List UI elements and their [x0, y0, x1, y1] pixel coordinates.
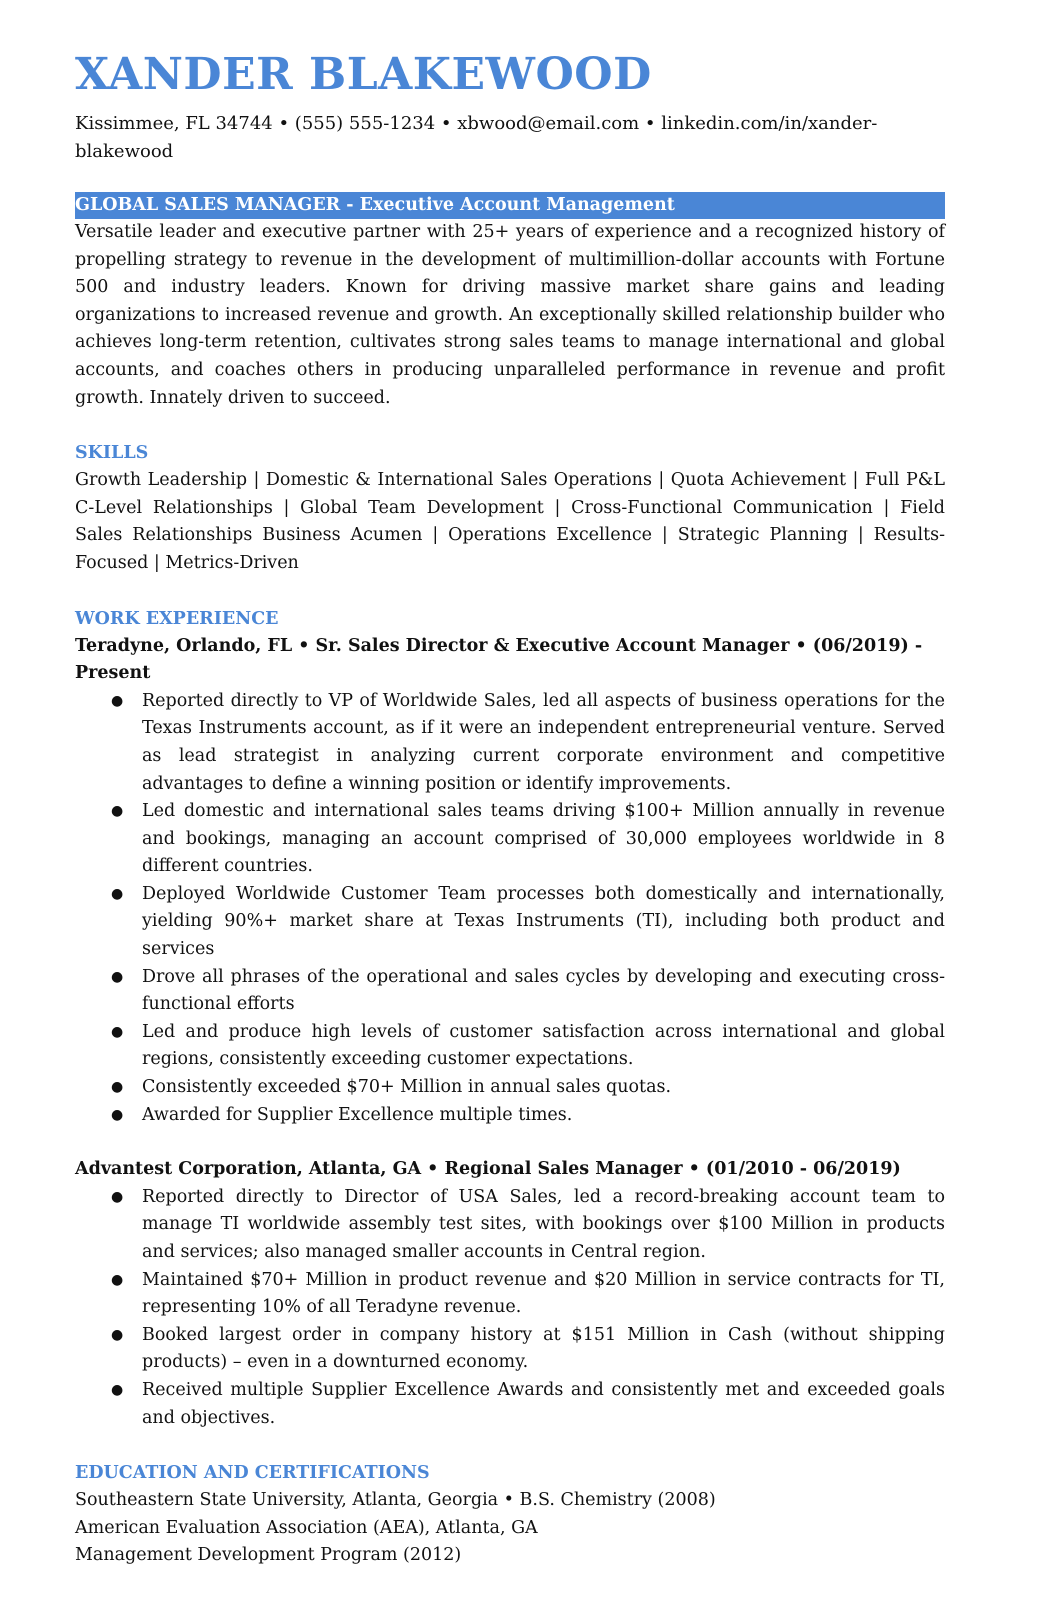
job-bullet-list — [75, 1184, 945, 1432]
list-item — [75, 1019, 945, 1074]
list-item — [75, 1184, 945, 1267]
job-entry — [75, 633, 945, 1130]
summary-banner: GLOBAL SALES MANAGER - Executive Account Management — [75, 192, 945, 219]
bullet-text: Consistently exceeded $70+ Million in annual sales quotas. — [142, 1077, 672, 1098]
list-item — [75, 1377, 945, 1432]
bullet-icon: ● — [111, 692, 124, 709]
list-item — [75, 1074, 945, 1102]
education-line: American Evaluation Association (AEA), Atlanta, GA — [75, 1517, 538, 1538]
bullet-text: Reported directly to Director of USA Sales, led a record-breaking account team to manage TI worldwide assembly test sites, with bookings over $100 Million in products and services; also managed smaller accounts in Central region. — [142, 1186, 945, 1262]
bullet-text: Led domestic and international sales teams driving $100+ Million annually in revenue and bookings, managing an account comprised of 30,000 employees worldwide in 8 different countries. — [142, 801, 945, 877]
list-item — [75, 688, 945, 798]
education-heading: EDUCATION AND CERTIFICATIONS — [75, 1463, 430, 1484]
job-bullet-list — [75, 688, 945, 1130]
bullet-text: Received multiple Supplier Excellence Awards and consistently met and exceeded goals and objectives. — [142, 1379, 945, 1428]
candidate-name: XANDER BLAKEWOOD — [75, 49, 652, 100]
bullet-text: Drove all phrases of the operational and sales cycles by developing and executing cross-functional efforts — [142, 966, 945, 1015]
job-heading: Teradyne, Orlando, FL • Sr. Sales Director & Executive Account Manager • (06/2019) - Present — [75, 635, 923, 684]
list-item — [75, 1267, 945, 1322]
contact-line: Kissimmee, FL 34744 • (555) 555-1234 • xbwood@email.com • linkedin.com/in/xander-blakewood — [75, 113, 878, 162]
bullet-icon: ● — [111, 1106, 124, 1123]
education-line: Southeastern State University, Atlanta, Georgia • B.S. Chemistry (2008) — [75, 1490, 716, 1511]
list-item — [75, 798, 945, 881]
bullet-icon: ● — [111, 1079, 124, 1096]
bullet-text: Awarded for Supplier Excellence multiple times. — [142, 1104, 573, 1125]
job-entry — [75, 1156, 945, 1432]
resume-page — [75, 40, 945, 1570]
bullet-text: Reported directly to VP of Worldwide Sales, led all aspects of business operations for the Texas Instruments account, as if it were an independent entrepreneurial venture. Served as lead strategist in analyzing current corporate environment and competitive advantages to define a winning position or identify improvements. — [142, 690, 945, 794]
bullet-text: Booked largest order in company history at $151 Million in Cash (without shipping products) – even in a downturned economy. — [142, 1324, 945, 1373]
list-item — [75, 1102, 945, 1130]
skills-heading: SKILLS — [75, 443, 149, 464]
job-heading: Advantest Corporation, Atlanta, GA • Regional Sales Manager • (01/2010 - 06/2019) — [75, 1159, 901, 1180]
bullet-icon: ● — [111, 1381, 124, 1398]
bullet-icon: ● — [111, 1326, 124, 1343]
summary-text: Versatile leader and executive partner with 25+ years of experience and a recognized history of propelling strategy to revenue in the development of multimillion-dollar accounts with Fortune 500 and industry leaders. Known for driving massive market share gains and leading organizations to increased revenue and growth. An exceptionally skilled relationship builder who achieves long-term retention, cultivates strong sales teams to manage international and global accounts, and coaches others in producing unparalleled performance in revenue and profit growth. Innately driven to succeed. — [75, 222, 945, 408]
bullet-text: Deployed Worldwide Customer Team processes both domestically and internationally, yielding 90%+ market share at Texas Instruments (TI), including both product and services — [142, 883, 945, 960]
skills-text: Growth Leadership | Domestic & International Sales Operations | Quota Achievement | Full P&L C-Level Relationships | Global Team Development | Cross-Functional Communication | Field Sales Relationships Business Acumen | Operations Excellence | Strategic Planning | Results-Focused | Metrics-Driven — [75, 470, 945, 573]
bullet-icon: ● — [111, 885, 124, 902]
bullet-text: Led and produce high levels of customer satisfaction across international and global regions, consistently exceeding customer expectations. — [142, 1021, 945, 1070]
section-spacer — [75, 1129, 945, 1156]
bullet-icon: ● — [111, 968, 124, 985]
bullet-icon: ● — [111, 803, 124, 820]
list-item — [75, 1322, 945, 1377]
list-item — [75, 964, 945, 1019]
bullet-icon: ● — [111, 1271, 124, 1288]
work-experience-heading: WORK EXPERIENCE — [75, 608, 279, 629]
bullet-text: Maintained $70+ Million in product revenue and $20 Million in service contracts for TI, representing 10% of all Teradyne revenue. — [142, 1269, 945, 1318]
bullet-icon: ● — [111, 1023, 124, 1040]
bullet-icon: ● — [111, 1188, 124, 1205]
education-line: Management Development Program (2012) — [75, 1545, 462, 1566]
list-item — [75, 881, 945, 964]
